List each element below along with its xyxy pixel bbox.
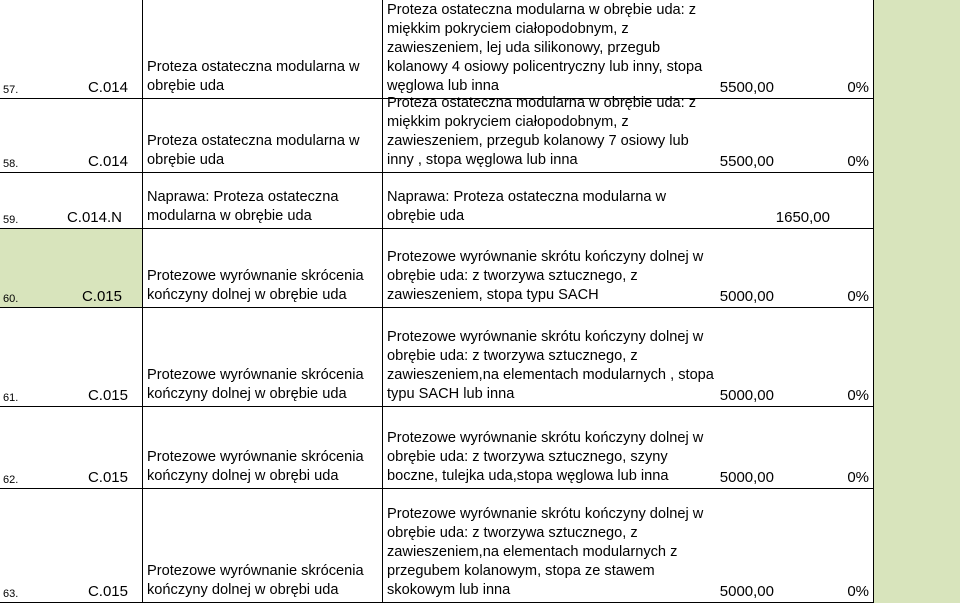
code-cell: [62, 229, 142, 308]
highlight-column: [874, 229, 960, 308]
description-cell: [382, 173, 718, 229]
highlight-column: [874, 407, 960, 489]
row-number: 58.: [3, 158, 19, 170]
product-code: C.015: [87, 387, 128, 404]
row-number: 57.: [3, 84, 19, 96]
product-name: Protezowe wyrównanie skrócenia kończyny dolnej w obrębi uda: [147, 449, 364, 484]
table-row: [0, 173, 960, 229]
percent-cell: [778, 229, 874, 308]
row-number: 63.: [3, 588, 19, 600]
highlight-column: [874, 0, 960, 99]
description-cell: [382, 308, 718, 407]
product-name: Protezowe wyrównanie skrócenia kończyny dolnej w obrębi uda: [147, 563, 364, 598]
name-cell: [142, 308, 382, 407]
description-cell: [382, 229, 718, 308]
highlight-column: [874, 173, 960, 229]
highlight-column: [874, 308, 960, 407]
row-number-cell: [0, 99, 62, 173]
percent-value: 0%: [847, 153, 869, 170]
product-code: C.014: [87, 153, 128, 170]
percent-value: 0%: [847, 288, 869, 305]
product-description: Protezowe wyrównanie skrótu kończyny dolnej w obrębie uda: z tworzywa sztucznego, szyny boczne, tulejka uda,stopa węglowa lub inna: [387, 430, 704, 484]
price-value: 5500,00: [719, 153, 774, 170]
price-cell: [718, 0, 778, 99]
product-description: Naprawa: Proteza ostateczna modularna w obrębie uda: [387, 189, 667, 224]
product-description: Protezowe wyrównanie skrótu kończyny dolnej w obrębie uda: z tworzywa sztucznego, z zawieszeniem,na elementach modularnych z przegubem kolanowym, stopa ze stawem skokowym lub inna: [387, 506, 704, 598]
row-number-cell: [0, 489, 62, 603]
table-row: [0, 308, 960, 407]
row-number: 61.: [3, 392, 19, 404]
price-cell: [718, 173, 830, 229]
highlight-column: [874, 99, 960, 173]
product-code: C.014: [87, 79, 128, 96]
price-value: 5000,00: [719, 387, 774, 404]
description-cell: [382, 95, 718, 173]
row-number-cell: [0, 229, 62, 308]
table-row: [0, 407, 960, 489]
name-cell: [142, 229, 382, 308]
code-cell: [62, 173, 142, 229]
percent-value: 0%: [847, 469, 869, 486]
description-cell: [382, 489, 718, 603]
row-number-cell: [0, 407, 62, 489]
product-name: Naprawa: Proteza ostateczna modularna w obrębie uda: [147, 189, 339, 224]
percent-cell: [778, 0, 874, 99]
description-cell: [382, 0, 718, 99]
price-cell: [718, 407, 778, 489]
price-value: 5000,00: [719, 469, 774, 486]
table-row: [0, 0, 960, 99]
product-description: Proteza ostateczna modularna w obrębie uda: z miękkim pokryciem ciałopodobnym, z zawieszeniem, przegub kolanowy 7 osiowy lub inny , stopa węglowa lub inna: [387, 95, 697, 168]
percent-value: 0%: [847, 79, 869, 96]
price-cell: [718, 229, 778, 308]
price-cell: [718, 489, 778, 603]
price-value: 5500,00: [719, 79, 774, 96]
row-number-cell: [0, 173, 62, 229]
price-value: 1650,00: [775, 209, 830, 226]
product-description: Proteza ostateczna modularna w obrębie uda: z miękkim pokryciem ciałopodobnym, z zawieszeniem, lej uda silikonowy, przegub kolanowy 4 osiowy policentryczny lub inny, stopa węglowa lub inna: [387, 2, 703, 94]
product-description: Protezowe wyrównanie skrótu kończyny dolnej w obrębie uda: z tworzywa sztucznego, z zawieszeniem, stopa typu SACH: [387, 249, 704, 303]
table-row: [0, 95, 960, 173]
description-cell: [382, 407, 718, 489]
product-description: Protezowe wyrównanie skrótu kończyny dolnej w obrębie uda: z tworzywa sztucznego, z zawieszeniem,na elementach modularnych , stopa typu SACH lub inna: [387, 329, 714, 402]
price-value: 5000,00: [719, 583, 774, 600]
percent-cell: [778, 489, 874, 603]
table-row: [0, 489, 960, 603]
product-name: Protezowe wyrównanie skrócenia kończyny dolnej w obrębie uda: [147, 268, 364, 303]
percent-value: 0%: [847, 387, 869, 404]
percent-cell: [778, 99, 874, 173]
row-number: 60.: [3, 293, 19, 305]
row-number: 62.: [3, 474, 19, 486]
product-code: C.015: [81, 288, 122, 305]
product-code: C.015: [87, 469, 128, 486]
row-number: 59.: [3, 214, 19, 226]
code-cell: [62, 99, 142, 173]
code-cell: [62, 308, 142, 407]
name-cell: [142, 407, 382, 489]
name-cell: [142, 489, 382, 603]
price-cell: [718, 308, 778, 407]
percent-cell: [778, 407, 874, 489]
code-cell: [62, 489, 142, 603]
name-cell: [142, 0, 382, 99]
highlight-column: [874, 489, 960, 603]
name-cell: [142, 173, 382, 229]
percent-cell: [778, 308, 874, 407]
price-cell: [718, 99, 778, 173]
product-code: C.014.N: [66, 209, 122, 226]
percent-cell: [775, 173, 874, 229]
price-value: 5000,00: [719, 288, 774, 305]
table-row: [0, 229, 960, 308]
percent-value: 0%: [847, 583, 869, 600]
product-name: Proteza ostateczna modularna w obrębie uda: [147, 133, 360, 168]
row-number-cell: [0, 0, 62, 99]
row-number-cell: [0, 308, 62, 407]
product-code: C.015: [87, 583, 128, 600]
name-cell: [142, 99, 382, 173]
code-cell: [62, 0, 142, 99]
product-name: Protezowe wyrównanie skrócenia kończyny dolnej w obrębie uda: [147, 367, 364, 402]
product-name: Proteza ostateczna modularna w obrębie uda: [147, 59, 360, 94]
code-cell: [62, 407, 142, 489]
